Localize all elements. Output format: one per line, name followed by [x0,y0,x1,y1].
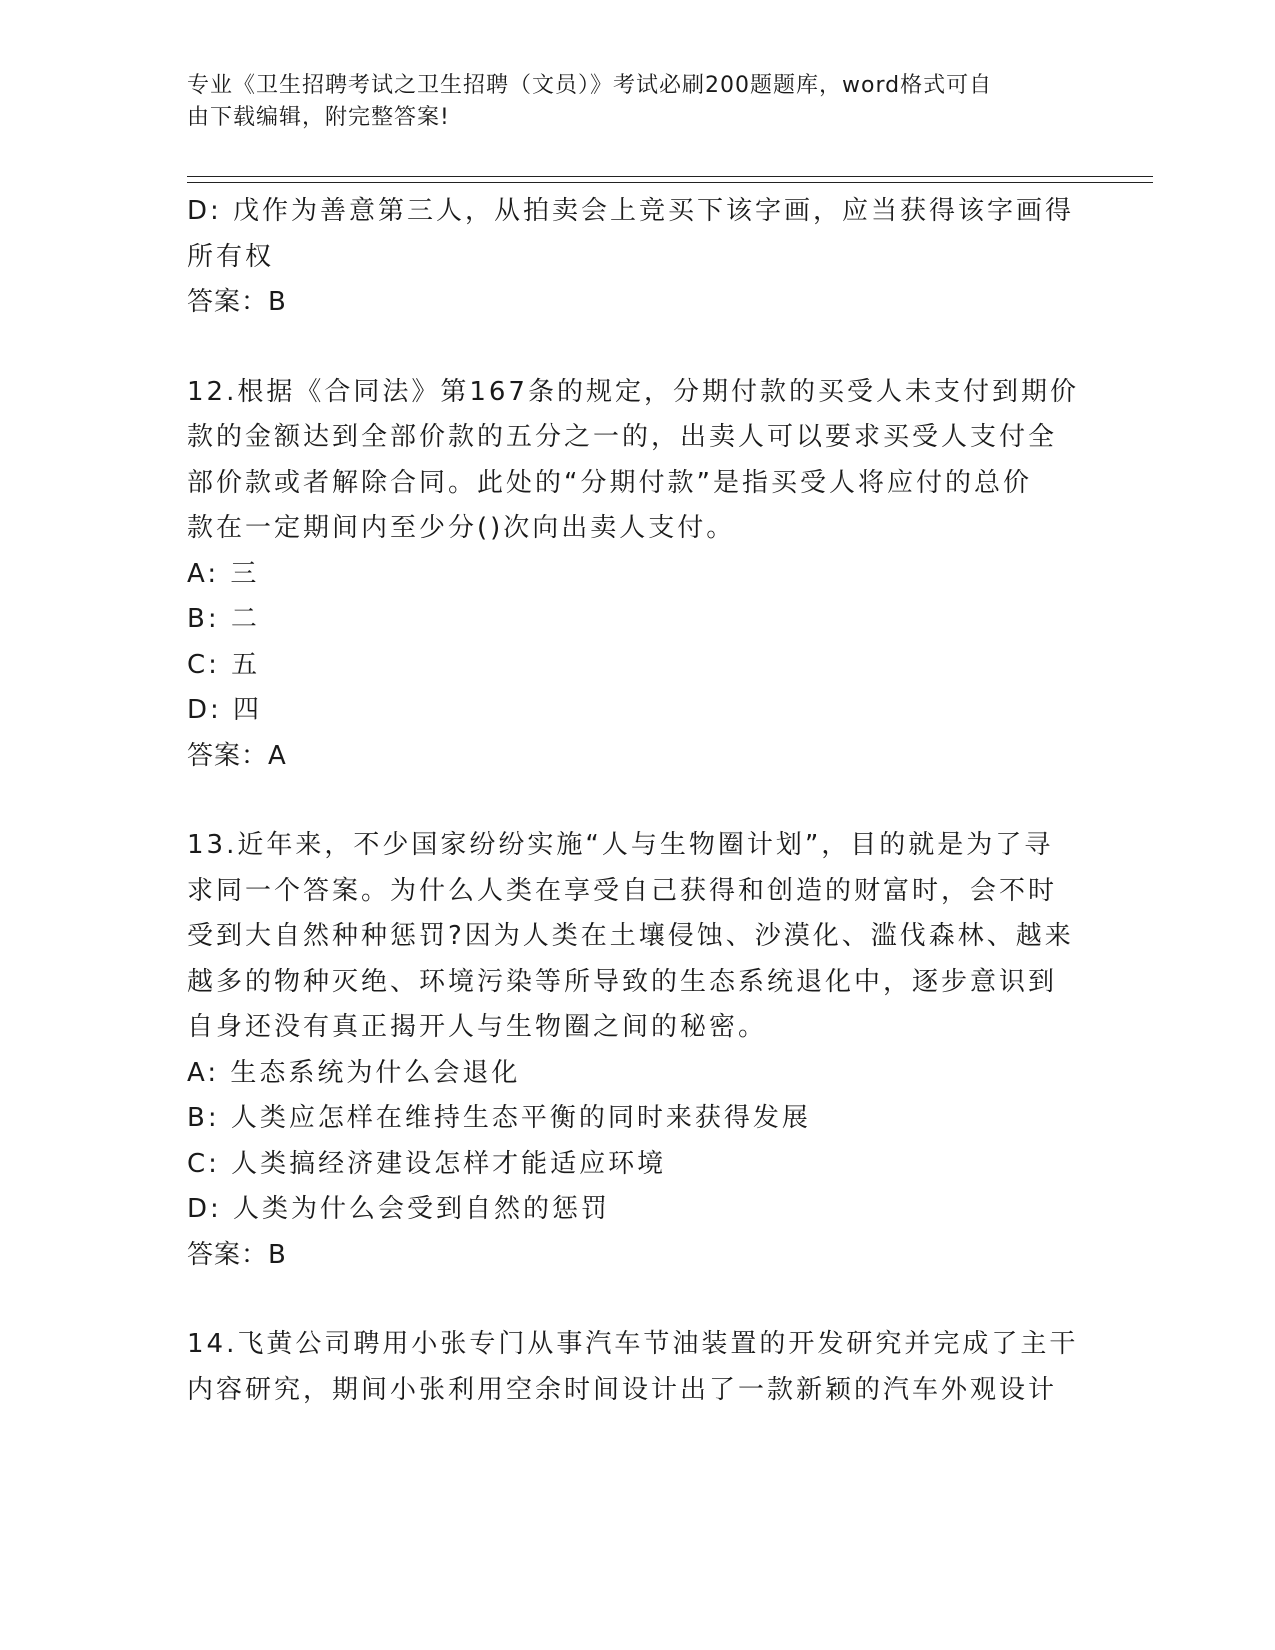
question-stem-line: 款在一定期间内至少分()次向出卖人支付。 [187,513,736,543]
question-stem-line: 12.根据《合同法》第167条的规定，分期付款的买受人未支付到期价 [187,376,1079,407]
question-stem-line: 求同一个答案。为什么人类在享受自己获得和创造的财富时，会不时 [187,875,1058,906]
question-list [187,189,1087,1413]
option-d: D: 四 [187,695,263,725]
question-stem-line: 自身还没有真正揭开人与生物圈之间的秘密。 [187,1012,768,1042]
header-line-2: 由下载编辑，附完整答案! [187,105,450,130]
option-b: B: 二 [187,604,260,634]
question-stem-line: 款的金额达到全部价款的五分之一的，出卖人可以要求买受人支付全 [187,422,1058,452]
answer: 答案：A [187,740,287,771]
document-header [187,70,1067,134]
answer: 答案：B [187,287,287,317]
question-stem-line: 受到大自然种种惩罚?因为人类在土壤侵蚀、沙漠化、滥伐森林、越来 [187,921,1074,951]
option-c: C: 五 [187,649,261,680]
question-spacer [187,779,1087,823]
option-b: B: 人类应怎样在维持生态平衡的同时来获得发展 [187,1103,811,1133]
option-a: A: 三 [187,558,260,589]
question-14 [187,1322,1087,1413]
option-a: A: 生态系统为什么会退化 [187,1057,521,1088]
question-spacer [187,326,1087,370]
question-stem-line: 13.近年来，不少国家纷纷实施“人与生物圈计划”，目的就是为了寻 [187,830,1054,860]
header-line-1: 专业《卫生招聘考试之卫生招聘（文员）》考试必刷200题题库，word格式可自 [187,73,993,98]
header-divider-bottom [187,182,1153,183]
question-12 [187,370,1087,780]
question-13 [187,823,1087,1278]
option-d: D: 戊作为善意第三人，从拍卖会上竞买下该字画，应当获得该字画得 [187,196,1075,226]
question-spacer [187,1278,1087,1322]
question-stem-line: 部价款或者解除合同。此处的“分期付款”是指买受人将应付的总价 [187,467,1032,498]
option-c: C: 人类搞经济建设怎样才能适应环境 [187,1148,667,1179]
question-stem-line: 14.飞黄公司聘用小张专门从事汽车节油装置的开发研究并完成了主干 [187,1329,1079,1359]
answer: 答案：B [187,1239,287,1270]
header-divider-top [187,176,1153,177]
option-d: D: 人类为什么会受到自然的惩罚 [187,1194,611,1224]
question-stem-line: 越多的物种灭绝、环境污染等所导致的生态系统退化中，逐步意识到 [187,966,1058,997]
question-11-continued [187,189,1087,326]
option-d-continued: 所有权 [187,241,275,272]
question-stem-line: 内容研究，期间小张利用空余时间设计出了一款新颖的汽车外观设计 [187,1374,1058,1405]
